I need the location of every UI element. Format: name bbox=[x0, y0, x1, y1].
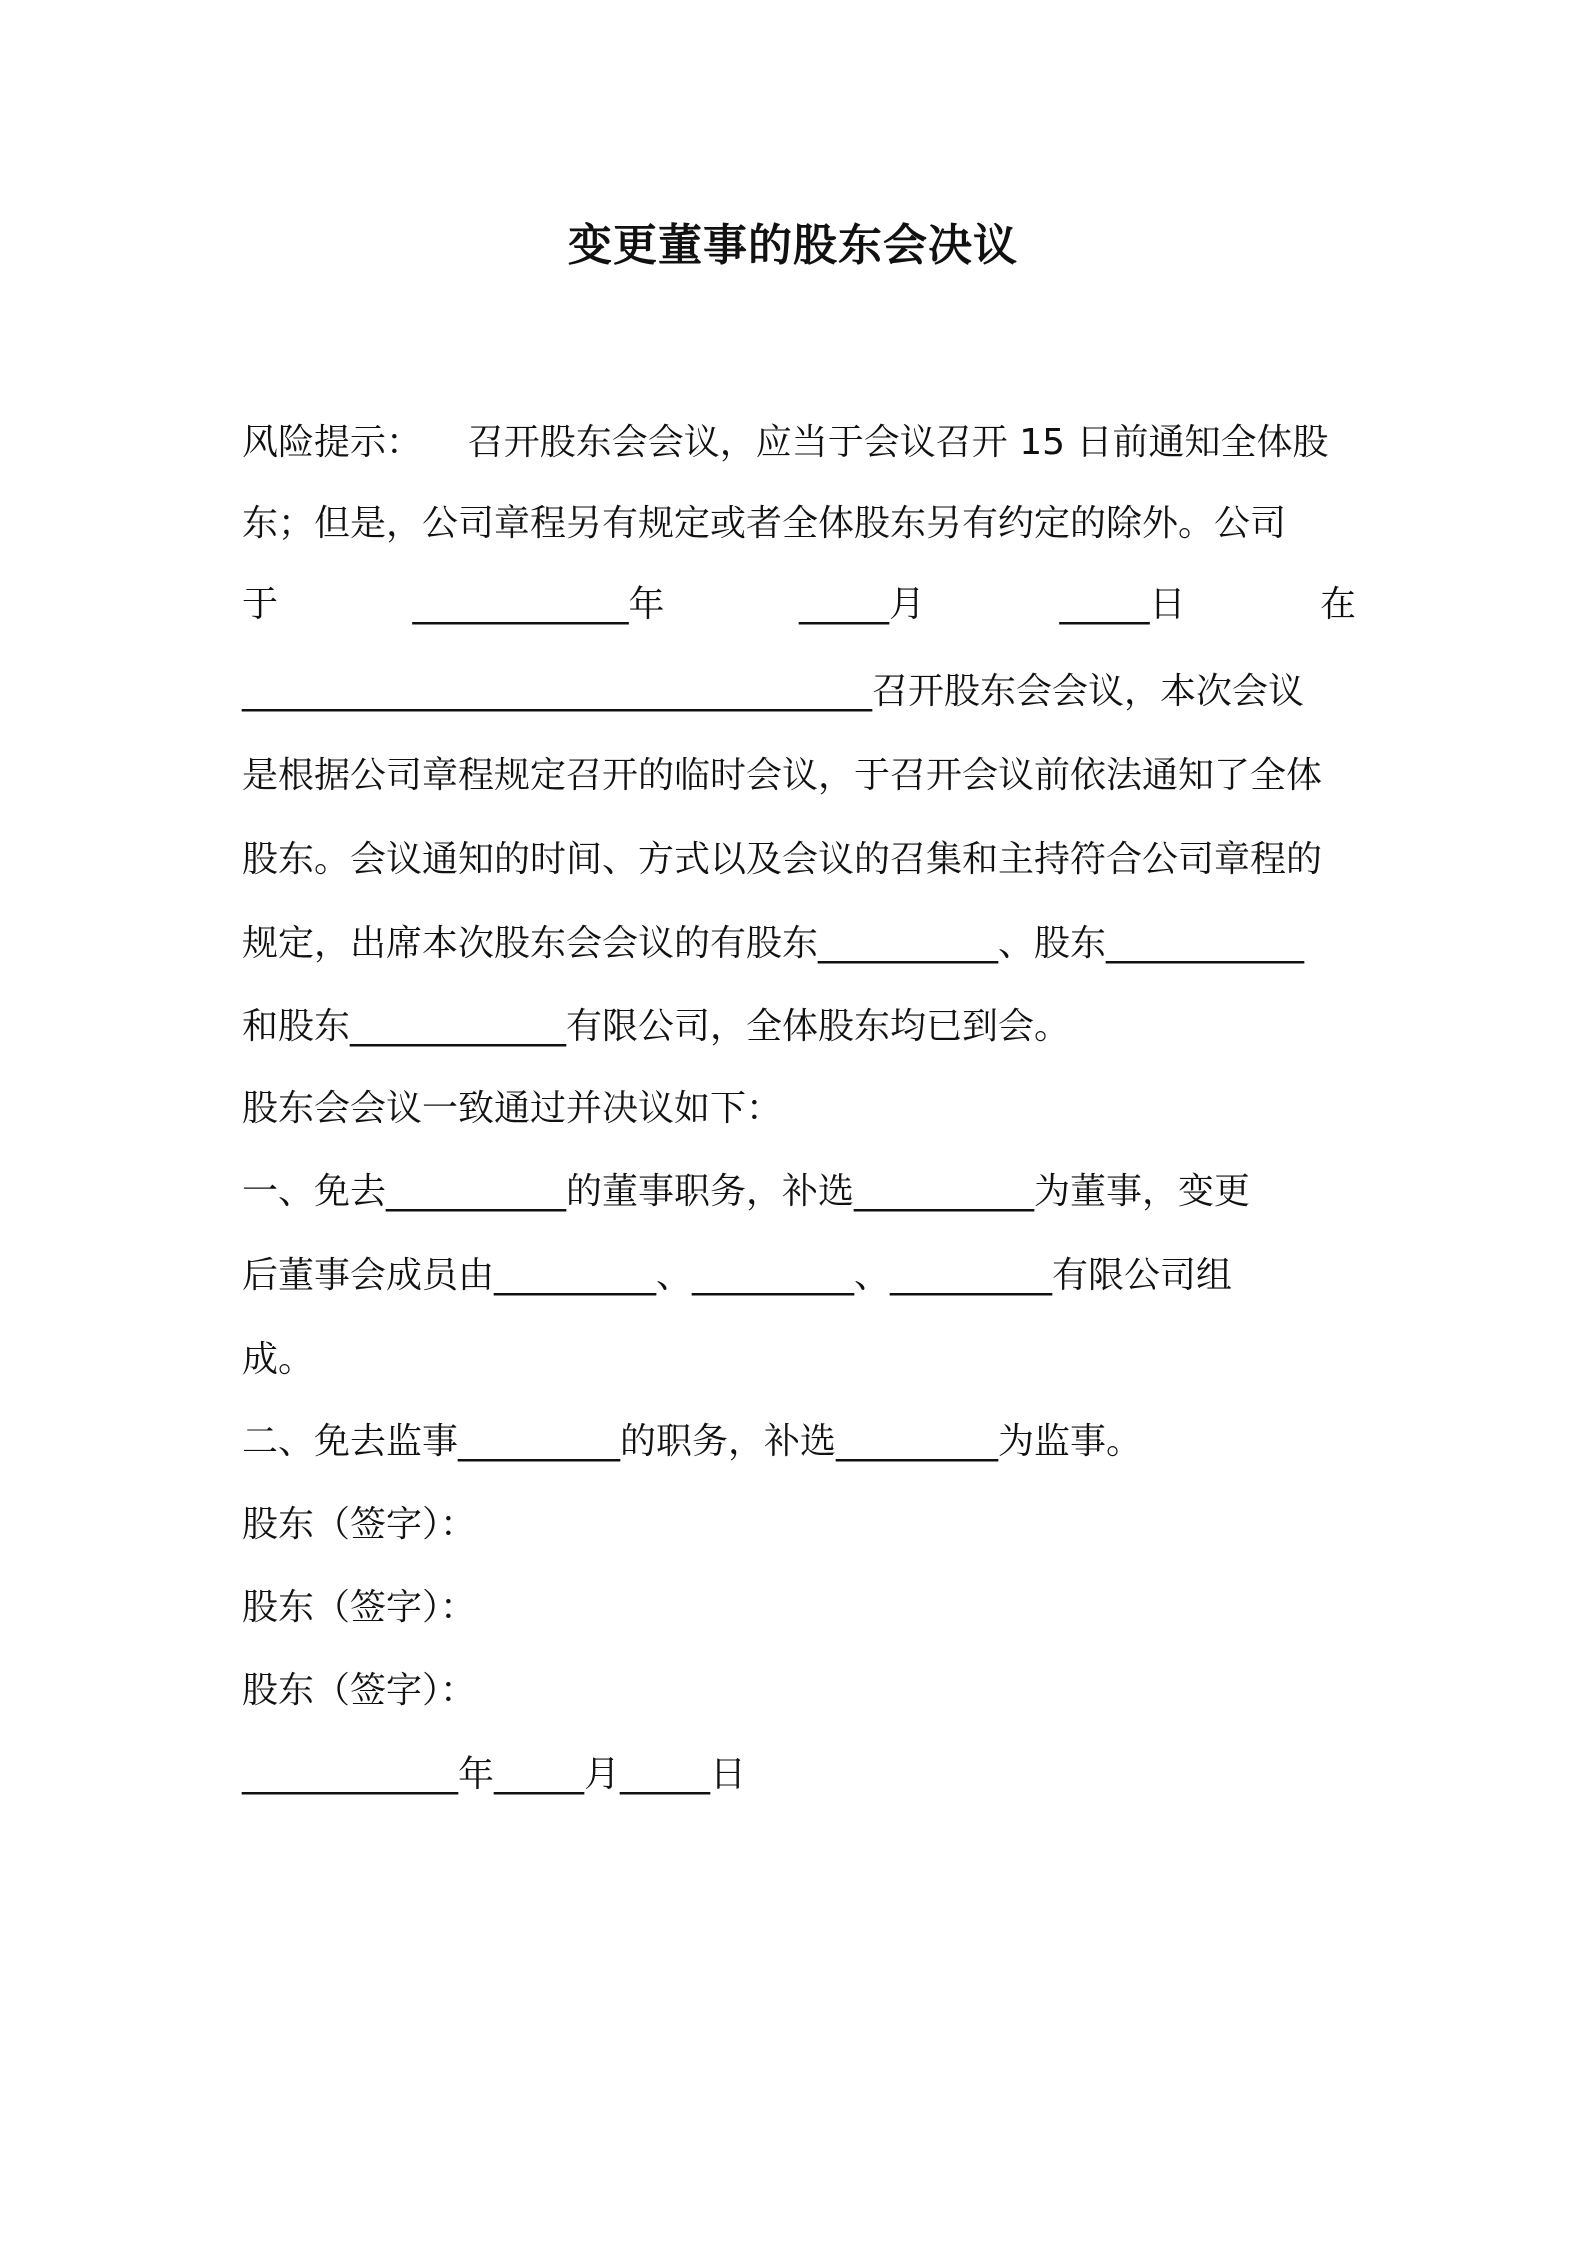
signature-line-3: 股东（签字）： bbox=[242, 1670, 477, 1711]
meeting-date-line bbox=[242, 575, 1356, 635]
meeting-paragraph-line-1: ___________________________________召开股东会会议，本次会议 bbox=[242, 671, 1305, 712]
meeting-year-field bbox=[412, 575, 664, 635]
signature-line-2: 股东（签字）： bbox=[242, 1587, 477, 1628]
meeting-day-blank: _____ bbox=[1059, 584, 1150, 625]
meeting-month-label: 月 bbox=[888, 584, 925, 625]
resolution-1-line-2: 后董事会成员由_________、_________、_________有限公司组 bbox=[242, 1255, 1233, 1296]
resolution-2: 二、免去监事_________的职务，补选_________为监事。 bbox=[242, 1421, 1143, 1462]
meeting-month-field bbox=[799, 575, 925, 635]
meeting-paragraph-line-5: 和股东____________有限公司，全体股东均已到会。 bbox=[242, 1006, 1071, 1047]
meeting-year-blank: ____________ bbox=[412, 584, 629, 625]
date-footer: ____________年_____月_____日 bbox=[242, 1754, 746, 1795]
meeting-paragraph-line-3: 股东。会议通知的时间、方式以及会议的召集和主持符合公司章程的 bbox=[242, 839, 1323, 880]
meeting-day-field bbox=[1059, 575, 1185, 635]
meeting-month-blank: _____ bbox=[798, 584, 889, 625]
signature-line-1: 股东（签字）： bbox=[242, 1504, 477, 1545]
meeting-paragraph-line-2: 是根据公司章程规定召开的临时会议，于召开会议前依法通知了全体 bbox=[242, 755, 1323, 796]
meeting-paragraph-line-4: 规定，出席本次股东会会议的有股东__________、股东___________ bbox=[242, 923, 1305, 964]
risk-notice-line-1: 风险提示： 召开股东会会议，应当于会议召开 15 日前通知全体股 bbox=[242, 422, 1329, 463]
meeting-day-label: 日 bbox=[1149, 584, 1186, 625]
meeting-date-zai: 在 bbox=[1319, 584, 1356, 625]
resolution-1-line-3: 成。 bbox=[242, 1339, 315, 1380]
risk-notice-line-2: 东；但是，公司章程另有规定或者全体股东另有约定的除外。公司 bbox=[242, 503, 1287, 544]
resolution-1-line-1: 一、免去__________的董事职务，补选__________为董事，变更 bbox=[242, 1171, 1251, 1212]
meeting-year-label: 年 bbox=[628, 584, 665, 625]
resolution-intro: 股东会会议一致通过并决议如下： bbox=[242, 1088, 783, 1129]
meeting-date-yu: 于 bbox=[242, 584, 279, 625]
document-title: 变更董事的股东会决议 bbox=[568, 220, 1018, 271]
